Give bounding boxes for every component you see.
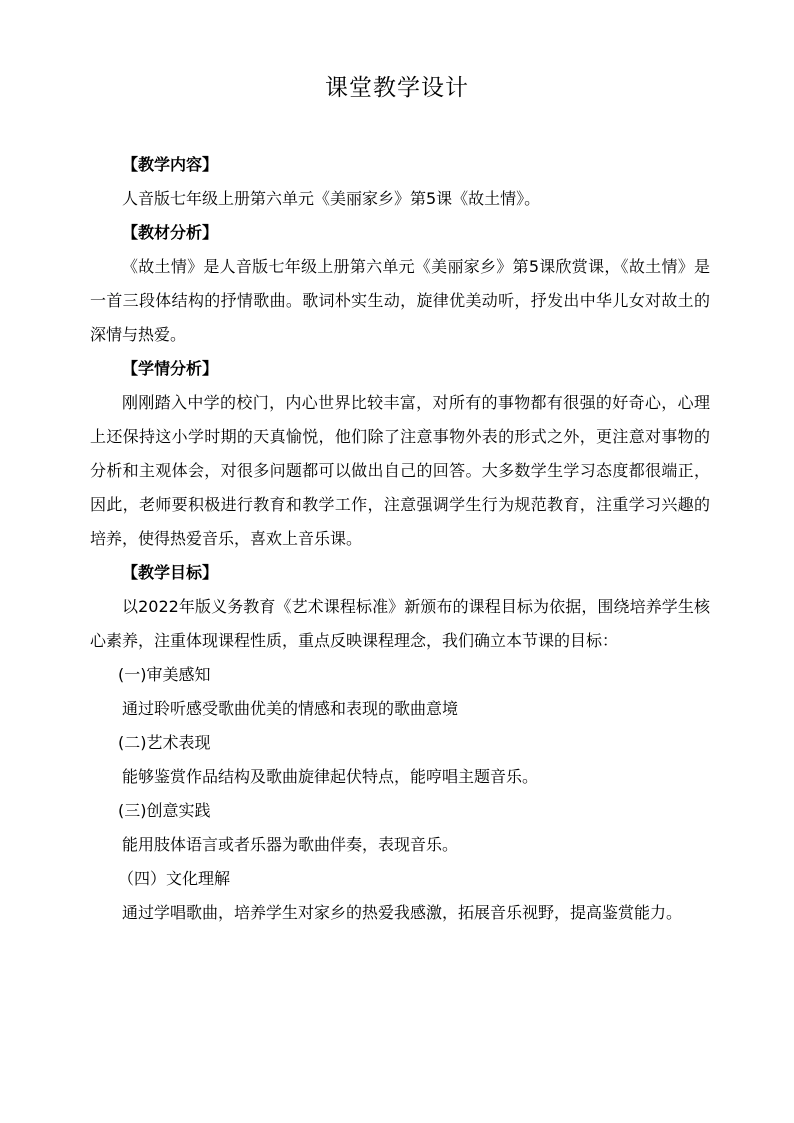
section-heading-student-analysis: 【学情分析】 <box>122 359 219 378</box>
goal-label-cultural: （四）文化理解 <box>118 869 231 888</box>
goal-text-creative: 能用肢体语言或者乐器为歌曲伴奏，表现音乐。 <box>122 835 459 854</box>
goal-label-aesthetic: (一)审美感知 <box>118 665 211 684</box>
teaching-goals-text: 以2022年版义务教育《艺术课程标准》新颁布的课程目标为依据，围绕培养学生核心素养，注重体现课程性质，重点反映课程理念，我们确立本节课的目标： <box>90 597 710 650</box>
student-analysis-text: 刚刚踏入中学的校门，内心世界比较丰富，对所有的事物都有很强的好奇心，心理上还保持这小学时期的天真愉悦，他们除了注意事物外表的形式之外，更注意对事物的分析和主观体会，对很多问题都可以做出自己的回答。大多数学生学习态度都很端正，因此，老师要积极进行教育和教学工作，注意强调学生行为规范教育，注重学习兴趣的培养，使得热爱音乐，喜欢上音乐课。 <box>90 393 710 548</box>
teaching-content-text: 人音版七年级上册第六单元《美丽家乡》第5课《故土情》。 <box>122 189 541 208</box>
document-body <box>90 148 710 930</box>
goal-text-artistic: 能够鉴赏作品结构及歌曲旋律起伏特点，能哼唱主题音乐。 <box>122 767 539 786</box>
section-heading-teaching-goals: 【教学目标】 <box>122 563 219 582</box>
section-heading-material-analysis: 【教材分析】 <box>122 223 219 242</box>
goal-text-cultural: 通过学唱歌曲，培养学生对家乡的热爱我感激，拓展音乐视野，提高鉴赏能力。 <box>122 903 683 922</box>
section-heading-teaching-content: 【教学内容】 <box>122 155 219 174</box>
material-analysis-text: 《故土情》是人音版七年级上册第六单元《美丽家乡》第5课欣赏课，《故土情》是一首三段体结构的抒情歌曲。歌词朴实生动，旋律优美动听，抒发出中华儿女对故土的深情与热爱。 <box>90 257 710 344</box>
goal-text-aesthetic: 通过聆听感受歌曲优美的情感和表现的歌曲意境 <box>122 699 459 718</box>
goal-label-creative: (三)创意实践 <box>118 801 211 820</box>
goal-label-artistic: (二)艺术表现 <box>118 733 211 752</box>
page-title: 课堂教学设计 <box>325 75 469 101</box>
